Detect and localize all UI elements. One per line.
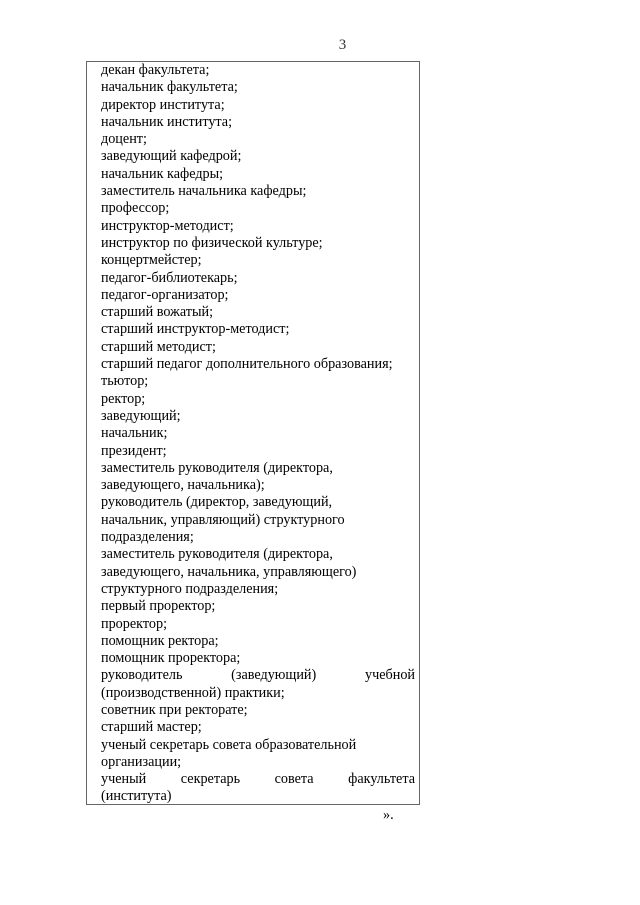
list-item: (института) <box>101 788 172 805</box>
list-item: заместитель руководителя (директора, <box>101 459 333 476</box>
position-list <box>101 62 415 806</box>
list-item: начальник кафедры; <box>101 165 224 182</box>
list-item: доцент; <box>101 131 147 148</box>
list-item: президент; <box>101 442 167 459</box>
list-item: руководитель (директор, заведующий, <box>101 494 333 511</box>
list-item: подразделения; <box>101 529 194 546</box>
list-item: заведующего, начальника, управляющего) <box>101 563 357 580</box>
list-item: инструктор-методист; <box>101 217 234 234</box>
list-item: организации; <box>101 753 182 770</box>
closing-quote-mark: ». <box>383 807 394 823</box>
list-item: начальник, управляющий) структурного <box>101 511 345 528</box>
list-item: старший вожатый; <box>101 304 214 321</box>
list-item: заместитель руководителя (директора, <box>101 546 333 563</box>
list-item: руководитель (заведующий) учебной <box>101 667 415 684</box>
list-item: заведующий; <box>101 407 181 424</box>
list-item: инструктор по физической культуре; <box>101 234 323 251</box>
list-item: проректор; <box>101 615 168 632</box>
list-item: структурного подразделения; <box>101 580 279 597</box>
list-item: старший методист; <box>101 338 216 355</box>
list-item: помощник проректора; <box>101 650 241 667</box>
list-item: помощник ректора; <box>101 632 219 649</box>
list-item: старший инструктор-методист; <box>101 321 290 338</box>
list-item: ученый секретарь совета факультета <box>101 771 415 788</box>
list-item: первый проректор; <box>101 598 216 615</box>
list-item: начальник института; <box>101 113 233 130</box>
list-item: профессор; <box>101 200 170 217</box>
list-item: (производственной) практики; <box>101 684 285 701</box>
list-item: ученый секретарь совета образовательной <box>101 736 357 753</box>
page-number: 3 <box>338 37 347 53</box>
list-item: тьютор; <box>101 373 149 390</box>
list-item: концертмейстер; <box>101 252 202 269</box>
list-item: ректор; <box>101 390 146 407</box>
list-item: педагог-библиотекарь; <box>101 269 238 286</box>
list-item: директор института; <box>101 96 225 113</box>
list-item: педагог-организатор; <box>101 286 229 303</box>
list-item: старший мастер; <box>101 719 202 736</box>
list-item: декан факультета; <box>101 62 210 78</box>
list-item: заведующего, начальника); <box>101 477 265 494</box>
list-item: начальник; <box>101 425 168 442</box>
list-item: заведующий кафедрой; <box>101 148 242 165</box>
list-item: начальник факультета; <box>101 79 238 96</box>
list-item: заместитель начальника кафедры; <box>101 183 307 200</box>
list-item: старший педагог дополнительного образования; <box>101 356 393 373</box>
list-item: советник при ректорате; <box>101 701 248 718</box>
